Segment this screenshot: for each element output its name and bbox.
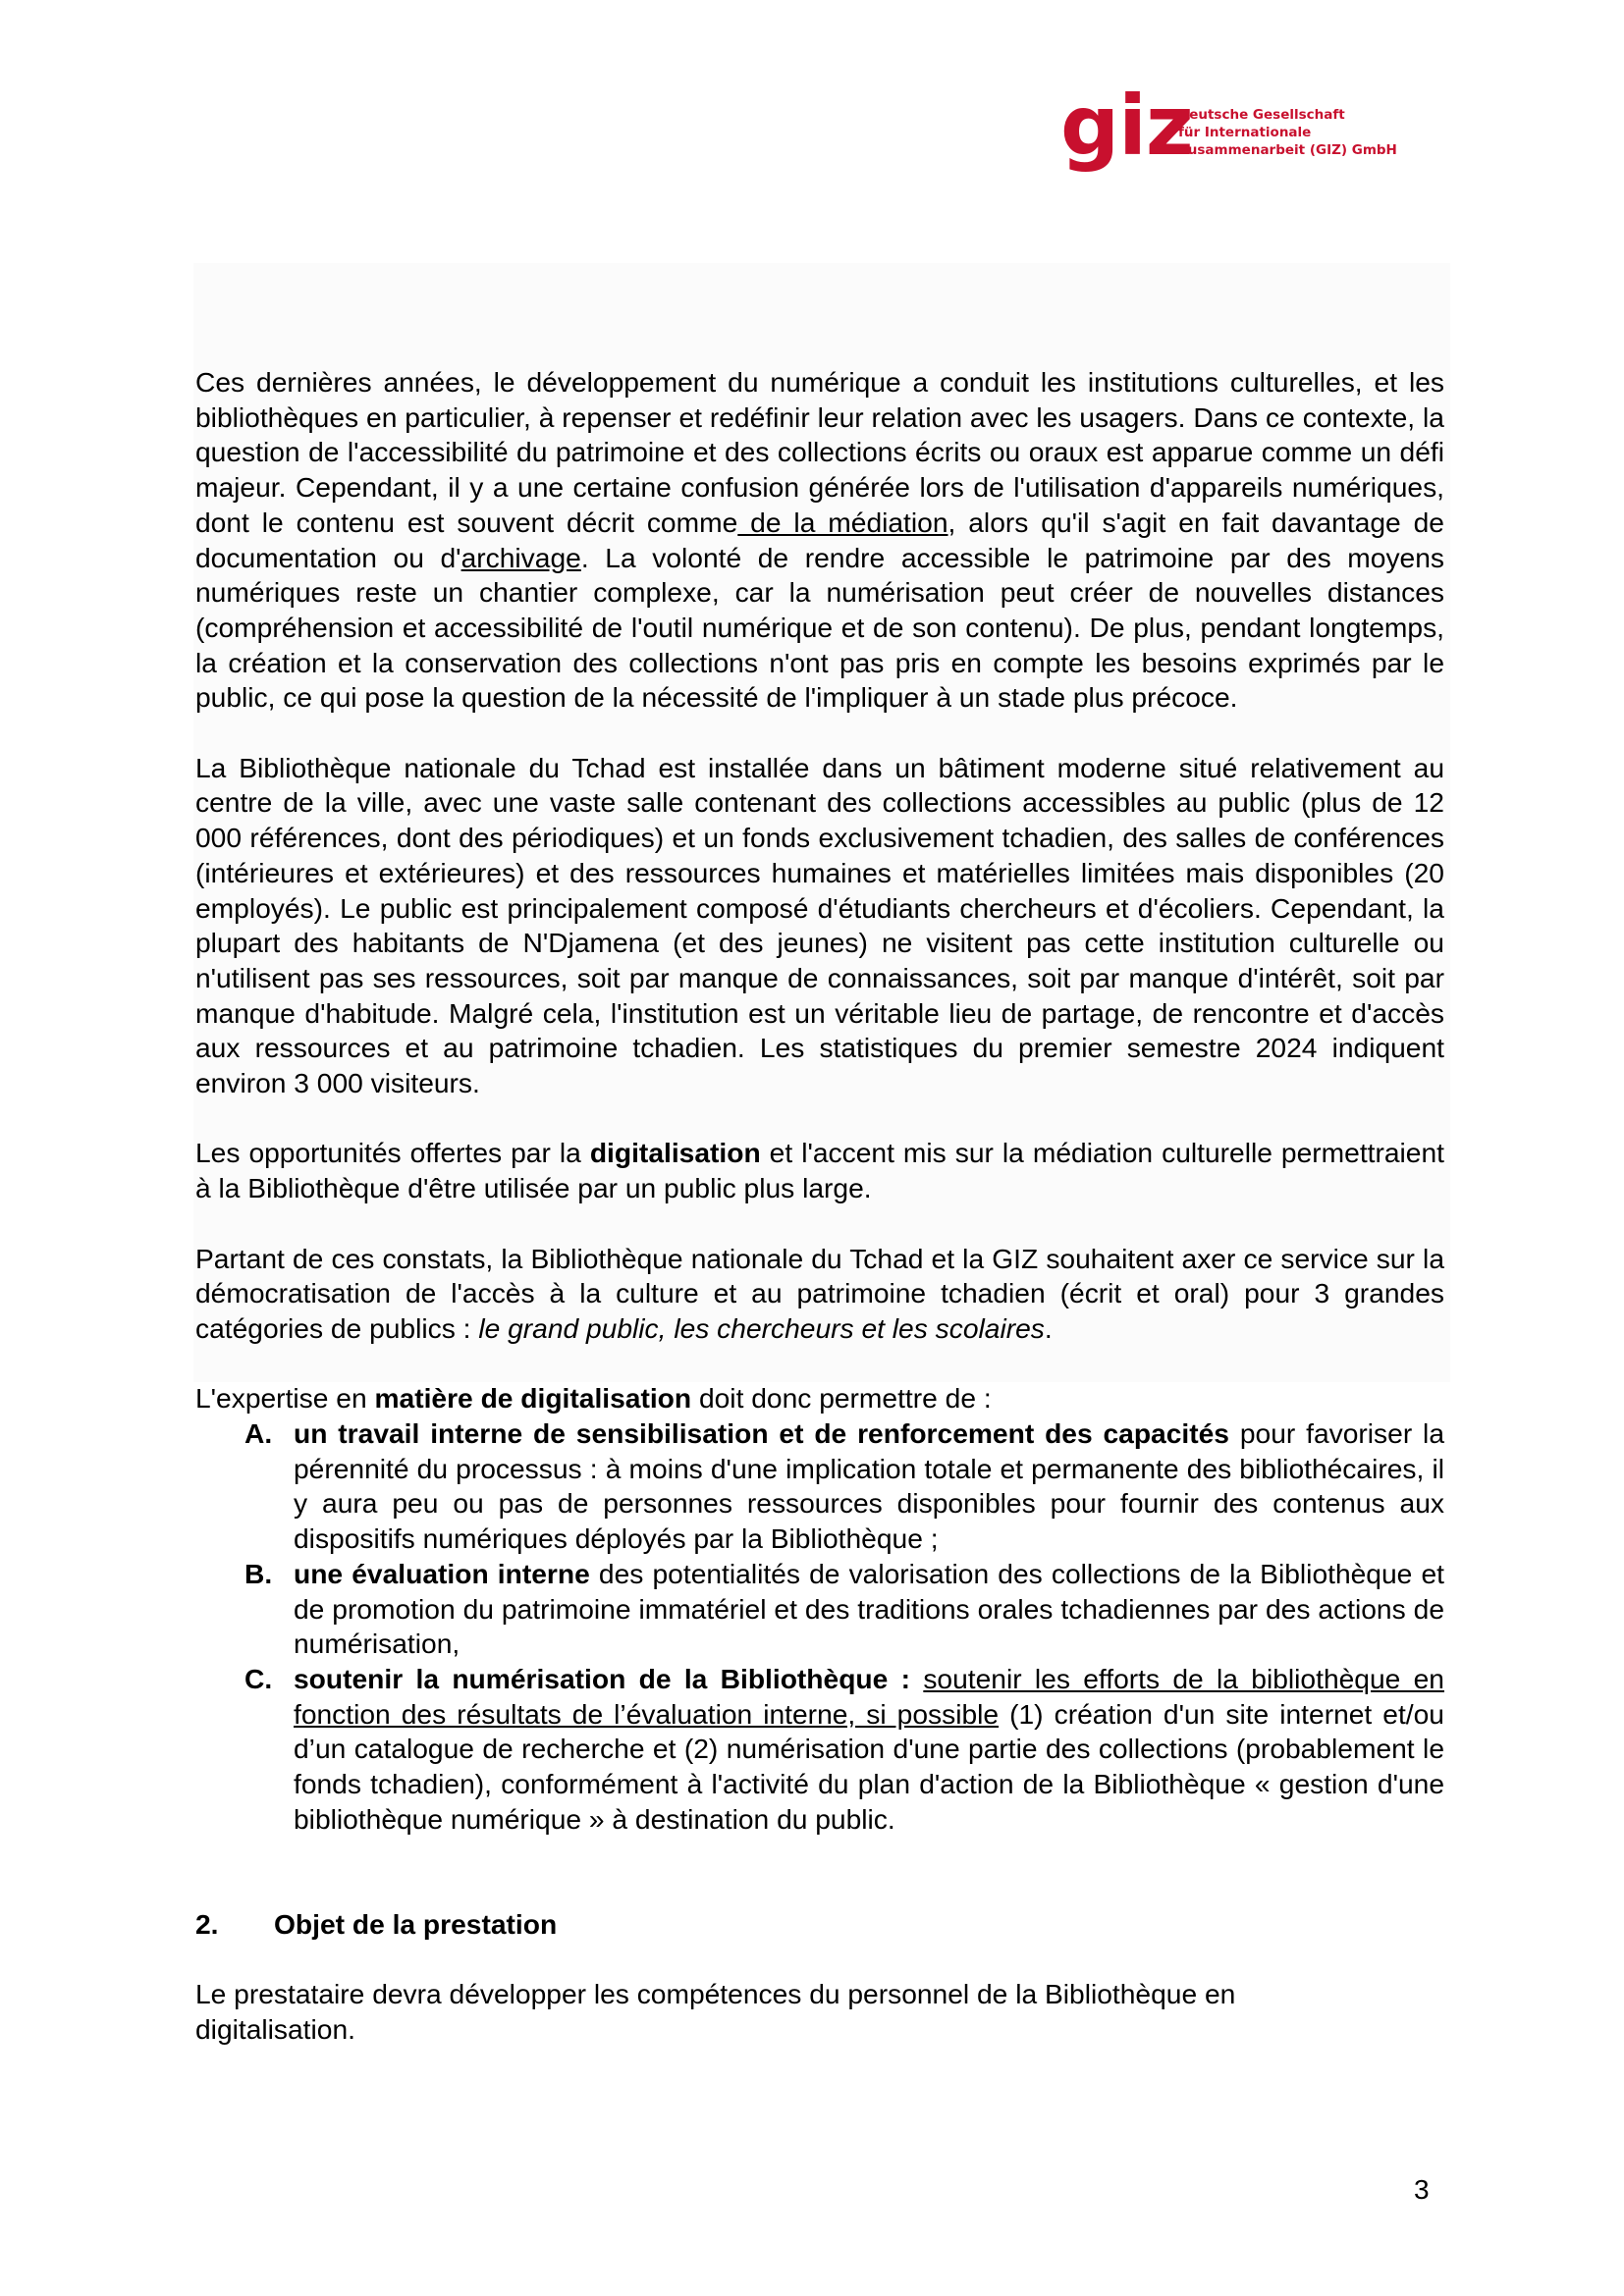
logo-line: Zusammenarbeit (GIZ) GmbH <box>1178 142 1397 159</box>
bold-text: digitalisation <box>589 1137 761 1169</box>
underlined-text: de la médiation <box>737 506 948 538</box>
document-body <box>195 365 1444 2048</box>
logo-line: für Internationale <box>1178 125 1312 141</box>
text-run: , alors qu'il s'agit en fait davantage de documentation ou d' <box>195 506 1444 573</box>
paragraph-4 <box>195 1242 1444 1347</box>
list-letter: B. <box>244 1557 273 1589</box>
paragraph-5 <box>195 1381 1444 1416</box>
giz-logo-mark: giz <box>1060 78 1193 174</box>
bold-text: une évaluation interne <box>294 1557 590 1589</box>
text-run <box>910 1663 923 1694</box>
text-run: doit donc permettre de : <box>691 1382 992 1415</box>
paragraph-1 <box>195 365 1444 716</box>
list-letter: C. <box>244 1662 273 1694</box>
text-run: (1) création d'un site internet et/ou d’un catalogue de recherche et (2) numérisation d'une partie des collections (probablement le fonds tchadien), conformément à l'activité du plan d'action de la Bibliothèque « gestion d'une bibliothèque numérique » à destination du public. <box>294 1697 1444 1835</box>
text-run: Ces dernières années, le développement du numérique a conduit les institutions culturelles, et les bibliothèques en particulier, à repenser et redéfinir leur relation avec les usagers. Dans ce contexte, la question de l'accessibilité du patrimoine et des collections écrits ou oraux est apparue comme un défi majeur. Cependant, il y a une certaine confusion générée lors de l'utilisation d'appareils numériques, dont le contenu est souvent décrit comme <box>195 366 1444 538</box>
section-title: Objet de la prestation <box>274 1907 558 1940</box>
text-run: L'expertise en <box>195 1382 375 1415</box>
paragraph-3 <box>195 1136 1444 1205</box>
text-run: des potentialités de valorisation des collections de la Bibliothèque et de promotion du patrimoine immatériel et des traditions orales tchadiennes par des actions de numérisation, <box>294 1557 1444 1660</box>
list-item <box>195 1557 1444 1662</box>
objectives-list <box>195 1416 1444 1837</box>
list-letter: A. <box>244 1417 273 1450</box>
bold-text: un travail interne de sensibilisation et de renforcement des capacités <box>294 1417 1229 1450</box>
list-item <box>195 1662 1444 1838</box>
logo-line: Deutsche Gesellschaft <box>1178 107 1345 123</box>
list-item <box>195 1416 1444 1557</box>
text-run: et l'accent mis sur la médiation culturelle permettraient à la Bibliothèque d'être utilisée par un public plus large. <box>195 1137 1444 1204</box>
bold-text: matière de digitalisation <box>374 1382 692 1415</box>
text-run: Partant de ces constats, la Bibliothèque nationale du Tchad et la GIZ souhaitent axer ce service sur la démocratisation de l'accès à la culture et au patrimoine tchadien (écrit et oral) pour 3 grandes catégories de publics : <box>195 1242 1444 1344</box>
italic-text: le grand public, les chercheurs et les scolaires <box>478 1311 1045 1344</box>
underlined-text: soutenir les efforts de la bibliothèque en fonction des résultats de l’évaluation interne, si possible <box>294 1662 1444 1730</box>
bold-text: soutenir la numérisation de la Bibliothèque : <box>294 1662 911 1694</box>
giz-logo <box>1060 78 1414 188</box>
paragraph-2: La Bibliothèque nationale du Tchad est installée dans un bâtiment moderne situé relativement au centre de la ville, avec une vaste salle contenant des collections accessibles au public (plus de 12 000 références, dont des périodiques) et un fonds exclusivement tchadien, des salles de conférences (intérieures et extérieures) et des ressources humaines et matérielles limitées mais disponibles (20 employés). Le public est principalement composé d'étudiants chercheurs et d'écoliers. Cependant, la plupart des habitants de N'Djamena (et des jeunes) ne visitent pas cette institution culturelle ou n'utilisent pas ses ressources, soit par manque de connaissances, soit par manque d'intérêt, soit par manque d'habitude. Malgré cela, l'institution est un véritable lieu de partage, de rencontre et d'accès aux ressources et au patrimoine tchadien. Les statistiques du premier semestre 2024 indiquent environ 3 000 visiteurs. <box>195 751 1444 1099</box>
section-number: 2. <box>195 1907 219 1940</box>
text-run: . La volonté de rendre accessible le patrimoine par des moyens numériques reste un chantier complexe, car la numérisation peut créer de nouvelles distances (compréhension et accessibilité de l'outil numérique et de son contenu). De plus, pendant longtemps, la création et la conservation des collections n'ont pas pris en compte les besoins exprimés par le public, ce qui pose la question de la nécessité de l'impliquer à un stade plus précoce. <box>195 541 1444 714</box>
section-heading <box>195 1907 1444 1943</box>
text-run: pour favoriser la pérennité du processus : à moins d'une implication totale et permanente des bibliothécaires, il y aura peu ou pas de personnes ressources disponibles pour fournir des contenus aux dispositifs numériques déployés par la Bibliothèque ; <box>294 1417 1444 1555</box>
giz-logo-text <box>1178 106 1397 160</box>
text-run: . <box>1044 1311 1053 1344</box>
text-run: Les opportunités offertes par la <box>195 1137 590 1169</box>
page-number: 3 <box>1414 2174 1430 2205</box>
section-paragraph: Le prestataire devra développer les compétences du personnel de la Bibliothèque en digitalisation. <box>195 1978 1236 2045</box>
underlined-text: archivage <box>460 541 581 573</box>
